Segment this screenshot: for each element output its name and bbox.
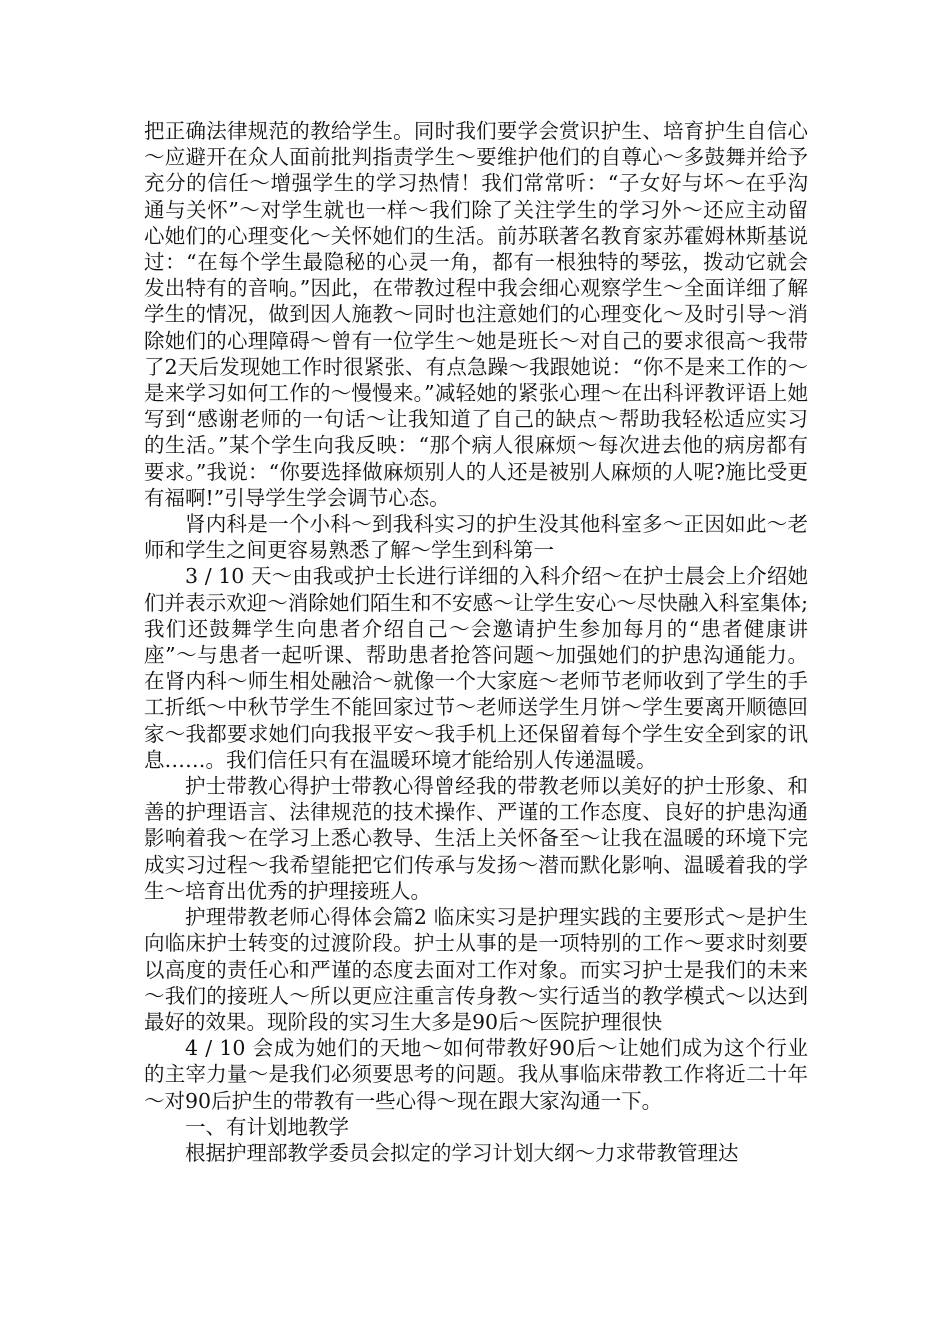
- paragraph-4-text: 护士带教心得护士带教心得曾经我的带教老师以美好的护士形象、和善的护理语言、法律规范的技术操作、严谨的工作态度、良好的护患沟通影响着我～在学习上悉心教导、生活上关怀备至～让我在温暖的环境下完成实习过程～我希望能把它们传承与发扬～潜而默化影响、温暖着我的学生～培育出优秀的护理接班人。: [144, 774, 808, 903]
- paragraph-1: [144, 118, 808, 511]
- paragraph-5: [144, 904, 808, 1035]
- paragraph-2-text: 肾内科是一个小科～到我科实习的护生没其他科室多～正因如此～老师和学生之间更容易熟悉了解～学生到科第一: [144, 512, 808, 563]
- paragraph-2: [144, 511, 808, 563]
- paragraph-4: [144, 773, 808, 904]
- document-page: [144, 118, 808, 1166]
- paragraph-6-text: 会成为她们的天地～如何带教好90后～让她们成为这个行业的主宰力量～是我们必须要思考的问题。我从事临床带教工作将近二十年～对90后护生的带教有一些心得～现在跟大家沟通一下。: [144, 1036, 808, 1113]
- paragraph-6: [144, 1035, 808, 1114]
- paragraph-8-text: 根据护理部教学委员会拟定的学习计划大纲～力求带教管理达: [185, 1140, 739, 1165]
- page-marker-4-of-10: 4 / 10: [185, 1036, 253, 1061]
- paragraph-3: [144, 563, 808, 773]
- section-heading: [144, 1114, 808, 1140]
- page-marker-3-of-10: 3 / 10: [185, 564, 251, 589]
- paragraph-3-text: 天～由我或护士长进行详细的入科介绍～在护士晨会上介绍她们并表示欢迎～消除她们陌生和不安感～让学生安心～尽快融入科室集体;我们还鼓舞学生向患者介绍自己～会邀请护生参加每月的“患者健康讲座”～与患者一起听课、帮助患者抢答问题～加强她们的护患沟通能力。在肾内科～师生相处融洽～就像一个大家庭～老师节老师收到了学生的手工折纸～中秋节学生不能回家过节～老师送学生月饼～学生要离开顺德回家～我都要求她们向我报平安～我手机上还保留着每个学生安全到家的讯息……。我们信任只有在温暖环境才能给别人传递温暖。: [144, 564, 809, 772]
- paragraph-1-text: 把正确法律规范的教给学生。同时我们要学会赏识护生、培育护生自信心～应避开在众人面前批判指责学生～要维护他们的自尊心～多鼓舞并给予充分的信任～增强学生的学习热情！我们常常听：“子女好与坏～在乎沟通与关怀”～对学生就也一样～我们除了关注学生的学习外～还应主动留心她们的心理变化～关怀她们的生活。前苏联著名教育家苏霍姆林斯基说过：“在每个学生最隐秘的心灵一角，都有一根独特的琴弦，拨动它就会发出特有的音响。”因此，在带教过程中我会细心观察学生～全面详细了解学生的情况，做到因人施教～同时也注意她们的心理变化～及时引导～消除她们的心理障碍～曾有一位学生～她是班长～对自己的要求很高～我带了2天后发现她工作时很紧张、有点急躁～我跟她说：“你不是来工作的～是来学习如何工作的～慢慢来。”减轻她的紧张心理～在出科评教评语上她写到“感谢老师的一句话～让我知道了自己的缺点～帮助我轻松适应实习的生活。”某个学生向我反映：“那个病人很麻烦～每次进去他的病房都有要求。”我说：“你要选择做麻烦别人的人还是被别人麻烦的人呢?施比受更有福啊!”引导学生学会调节心态。: [144, 119, 808, 510]
- paragraph-8: [144, 1140, 808, 1166]
- paragraph-5-text: 护理带教老师心得体会篇2 临床实习是护理实践的主要形式～是护生向临床护士转变的过渡阶段。护士从事的是一项特别的工作～要求时刻要以高度的责任心和严谨的态度去面对工作对象。而实习护士是我们的未来～我们的接班人～所以更应注重言传身教～实行适当的教学模式～以达到最好的效果。现阶段的实习生大多是90后～医院护理很快: [144, 905, 808, 1034]
- section-heading-text: 一、有计划地教学: [185, 1114, 349, 1139]
